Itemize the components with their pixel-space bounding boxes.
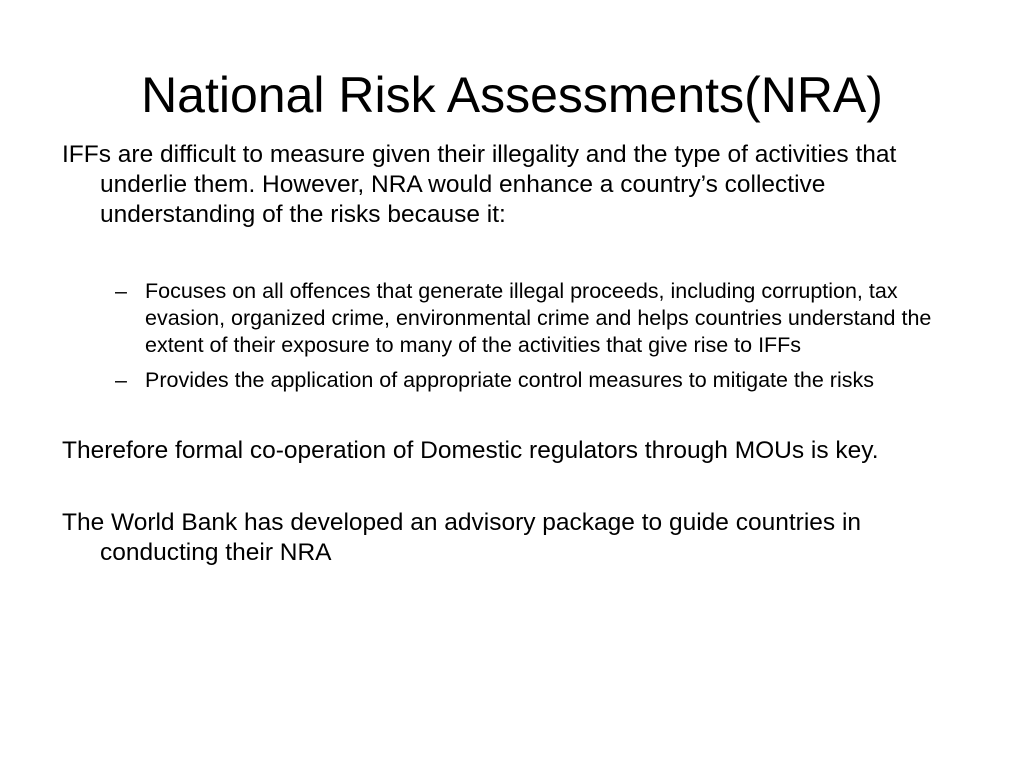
sub-bullet-list <box>62 278 967 394</box>
slide-title: National Risk Assessments(NRA) <box>141 67 883 123</box>
intro-paragraph: IFFs are difficult to measure given their illegality and the type of activities that underlie them. However, NRA would enhance a country’s collective understanding of the risks because it: <box>62 141 897 228</box>
paragraph-mous: Therefore formal co-operation of Domestic regulators through MOUs is key. <box>62 437 879 464</box>
sub-bullet-item <box>62 278 967 359</box>
dash-marker: – <box>115 279 127 303</box>
paragraph-world-bank: The World Bank has developed an advisory package to guide countries in conducting their NRA <box>62 509 862 566</box>
dash-marker: – <box>115 368 127 392</box>
slide-body <box>62 140 967 568</box>
sub-bullet-text: Focuses on all offences that generate illegal proceeds, including corruption, tax evasion, organized crime, environmental crime and helps countries understand the extent of their exposure to many of the activities that give rise to IFFs <box>145 279 932 357</box>
sub-bullet-item <box>62 367 967 394</box>
sub-bullet-text: Provides the application of appropriate control measures to mitigate the risks <box>145 368 874 392</box>
